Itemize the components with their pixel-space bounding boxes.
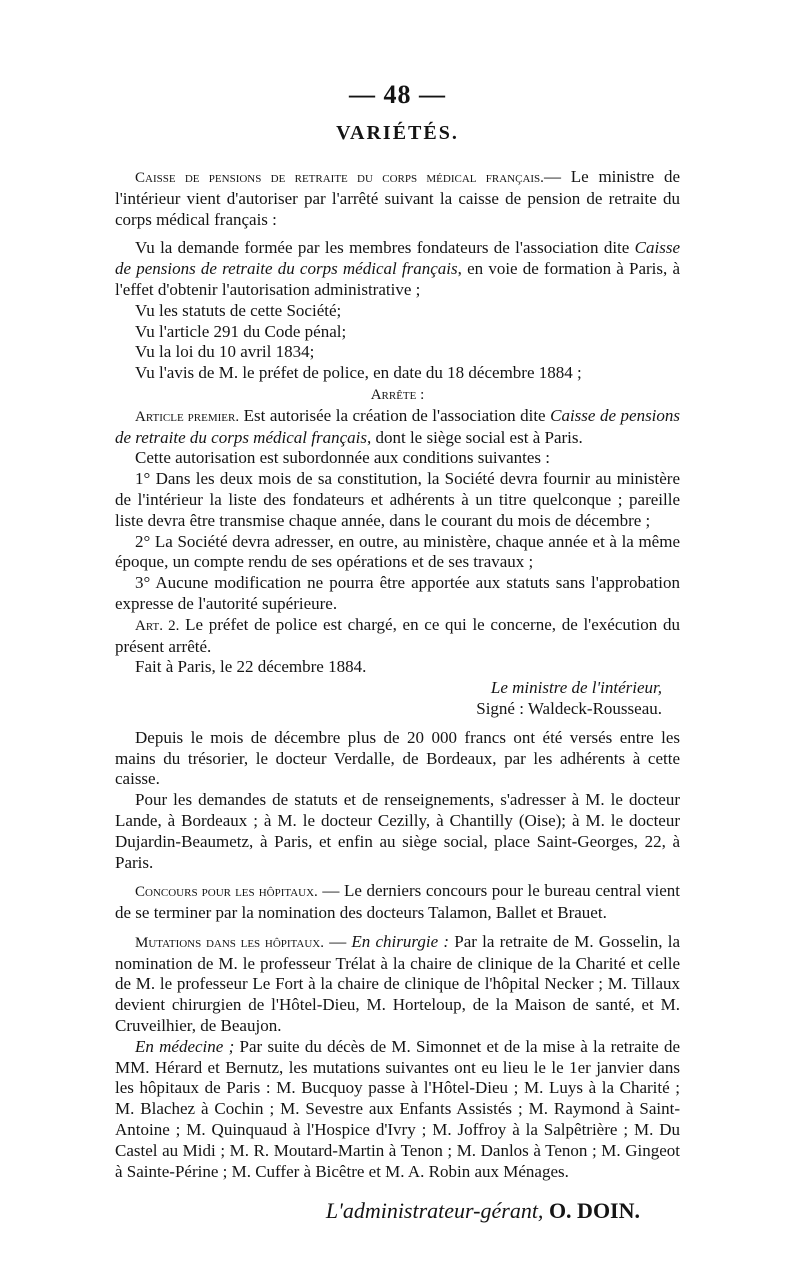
medecine-label: En médecine ; — [135, 1036, 235, 1056]
article-1-text-end: , dont le siège social est à Paris. — [366, 427, 583, 447]
section-title: VARIÉTÉS. — [336, 122, 459, 144]
decree-vu-loi: Vu la loi du 10 avril 1834; — [135, 342, 315, 362]
article-2-label: Art. 2. — [135, 617, 180, 634]
decree-date: Fait à Paris, le 22 décembre 1884. — [135, 657, 367, 677]
article-1-association-name: Caisse de pensions de retraite du corps médical français — [115, 405, 681, 447]
signature-name: Signé : Waldeck-Rousseau. — [476, 698, 662, 718]
concours-heading: Concours pour les hôpitaux. — [135, 884, 318, 901]
concours-paragraph — [115, 881, 680, 924]
association-name: Caisse de pensions de retraite du corps médical français — [115, 238, 680, 279]
intro-heading: Caisse de pensions de retraite du corps médical français. — [135, 170, 544, 186]
signature-title: Le ministre de l'intérieur, — [490, 678, 662, 698]
decree-condition-1: 1° Dans les deux mois de sa constitution, la Société devra fournir au ministère de l'intérieur la liste des fondateurs et adhérents à un titre quelconque ; pareille liste devra être transmise chaque année, dans le courant du mois de décembre ; — [115, 469, 680, 530]
publisher-signature — [115, 1198, 680, 1224]
mutations-medecine-paragraph — [115, 1037, 680, 1183]
paragraph-pour: Pour les demandes de statuts et de renseignements, s'adresser à M. le docteur Lande, à Bordeaux ; à M. le docteur Cezilly, à Chantilly (Oise); à M. le docteur Dujardin-Beaumetz, à Paris, et enfin au siège social, place Saint-Georges, 22, à Paris. — [115, 790, 680, 872]
decree-vu-article: Vu l'article 291 du Code pénal; — [135, 321, 347, 341]
medecine-text: Par suite du décès de M. Simonnet et de la mise à la retraite de MM. Hérard et Bernutz, les mutations suivantes ont eu lieu le le 1er janvier dans les hôpitaux de Paris : M. Bucquoy passe à l'Hôtel-Dieu ; M. Luys à la Charité ; M. Blachez à Cochin ; M. Sevestre aux Enfants Assistés ; M. Raymond à Saint-Antoine ; M. Quinquaud à l'Hospice d'Ivry ; M. Joffroy à la Salpêtrière ; M. Du Castel au Midi ; M. R. Moutard-Martin à Tenon ; M. Danlos à Tenon ; M. Gingeot à Sainte-Périne ; M. Cuffer à Bicêtre et M. A. Robin aux Ménages. — [115, 1036, 681, 1181]
intro-paragraph — [115, 167, 680, 230]
article-2-text: Le préfet de police est chargé, en ce qui le concerne, de l'exécution du présent arrêté. — [115, 614, 680, 656]
decree-condition-3: 3° Aucune modification ne pourra être apportée aux statuts sans l'approbation expresse de l'autorité supérieure. — [115, 573, 680, 613]
decree-article-1 — [115, 406, 680, 449]
vu-demande-text-end: , en voie de formation à Paris, à l'effet d'obtenir l'autorisation administrative ; — [115, 259, 680, 299]
paragraph-depuis: Depuis le mois de décembre plus de 20 000 francs ont été versés entre les mains du trésorier, le docteur Verdalle, de Bordeaux, par les adhérents à cette caisse. — [115, 727, 680, 789]
intro-text: — Le ministre de l'intérieur vient d'autoriser par l'arrêté suivant la caisse de pension de retraite du corps médical français : — [115, 167, 680, 229]
article-1-text: Est autorisée la création de l'association dite — [243, 405, 546, 425]
article-1-label: Article premier. — [135, 408, 240, 425]
decree-vu-demande — [115, 238, 680, 300]
chirurgie-label: En chirurgie : — [351, 931, 450, 951]
vu-demande-text: Vu la demande formée par les membres fondateurs de l'association dite — [135, 238, 630, 258]
decree-conditions-intro: Cette autorisation est subordonnée aux conditions suivantes : — [135, 448, 551, 468]
chirurgie-text: Par la retraite de M. Gosselin, la nomination de M. le professeur Trélat à la chaire de clinique de la Charité et celle de M. le professeur Le Fort à la chaire de clinique de l'hôpital Necker ; M. Tillaux devient chirurgien de l'Hôtel-Dieu, M. Horteloup, de la Maison de santé, et M. Cruveilhier, de Beaujon. — [115, 931, 681, 1036]
decree-arrete — [115, 384, 680, 406]
decree-condition-2: 2° La Société devra adresser, en outre, au ministère, chaque année et à la même époque, un compte rendu de ses opérations et de ses travaux ; — [115, 531, 680, 572]
mutations-dash: — — [329, 931, 347, 951]
journal-page — [115, 80, 680, 1224]
page-number: — 48 — — [349, 80, 446, 109]
concours-text: — Le derniers concours pour le bureau central vient de se terminer par la nomination des docteurs Talamon, Ballet et Brauet. — [115, 881, 681, 923]
mutations-chirurgie-paragraph — [115, 932, 680, 1037]
mutations-heading: Mutations dans les hôpitaux. — [135, 934, 324, 951]
decree-article-2 — [115, 615, 680, 658]
publisher-name: O. DOIN. — [548, 1198, 640, 1224]
decree-vu-avis: Vu l'avis de M. le préfet de police, en date du 18 décembre 1884 ; — [135, 363, 582, 383]
arrete-label: Arrête : — [370, 386, 425, 403]
publisher-role: L'administrateur-gérant, — [325, 1198, 544, 1224]
decree-vu-statuts: Vu les statuts de cette Société; — [135, 300, 342, 320]
